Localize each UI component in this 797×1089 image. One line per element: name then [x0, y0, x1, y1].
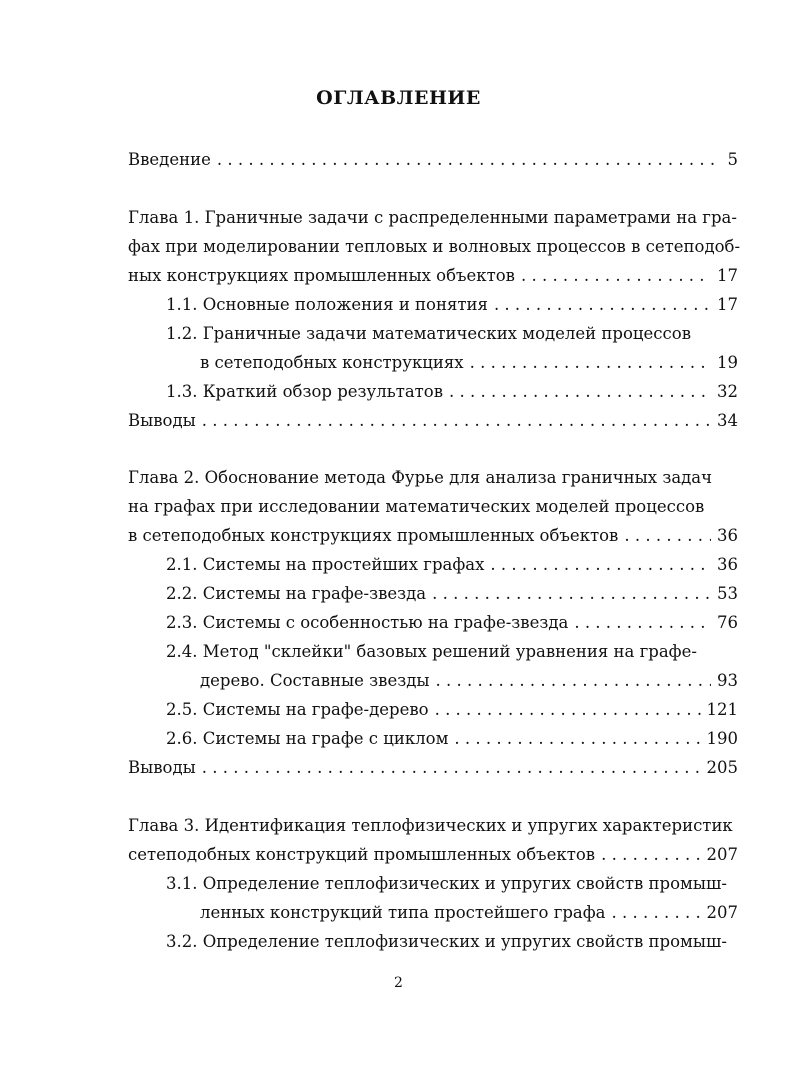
section-number: 2.5.	[166, 700, 198, 719]
toc-page-number: 76	[717, 613, 738, 632]
leader-dots	[454, 729, 700, 749]
toc-entry-label: Выводы	[128, 758, 196, 777]
toc-entry-section-2-4-line-1[interactable]	[166, 642, 697, 662]
toc-entry-label	[166, 555, 484, 575]
leader-dots	[436, 671, 711, 691]
toc-page-number: 32	[717, 382, 738, 401]
toc-entry-section-1-2[interactable]	[200, 353, 738, 373]
chapter-2-title-line-3: в сетеподобных конструкциях промышленных объектов	[128, 526, 619, 545]
toc-entry-label	[166, 295, 488, 315]
section-title: Системы на простейших графах	[202, 555, 485, 574]
section-number: 2.1.	[166, 555, 198, 574]
section-number: 2.2.	[166, 584, 198, 603]
leader-dots	[601, 845, 700, 865]
chapter-2-title-line-1[interactable]: Глава 2. Обоснование метода Фурье для анализа граничных задач	[128, 468, 713, 487]
toc-entry-section-3-1[interactable]	[200, 903, 738, 923]
leader-dots	[217, 150, 722, 170]
toc-page-number: 207	[706, 845, 738, 864]
toc-entry-chapter-2-conclusions[interactable]	[128, 758, 738, 778]
toc-page-number: 207	[706, 903, 738, 922]
toc-page-number: 190	[706, 729, 738, 748]
leader-dots	[521, 266, 711, 286]
leader-dots	[202, 758, 701, 778]
toc-page-number: 36	[717, 555, 738, 574]
section-number: 2.6.	[166, 729, 198, 748]
toc-entry-chapter-1[interactable]	[128, 266, 738, 286]
toc-entry-chapter-1-conclusions[interactable]	[128, 411, 738, 431]
leader-dots	[470, 353, 711, 373]
section-title: Системы на графе-звезда	[202, 584, 427, 603]
leader-dots	[574, 613, 711, 633]
toc-entry-section-2-4[interactable]	[200, 671, 738, 691]
toc-entry-label	[166, 382, 443, 402]
page-title: ОГЛАВЛЕНИЕ	[316, 87, 481, 109]
section-title: Основные положения и понятия	[202, 295, 488, 314]
toc-entry-label	[166, 700, 429, 720]
section-number: 3.1.	[166, 874, 198, 893]
toc-entry-label	[166, 729, 448, 749]
section-title: Краткий обзор результатов	[202, 382, 444, 401]
toc-entry-label	[166, 584, 426, 604]
section-number: 2.3.	[166, 613, 198, 632]
section-title-continued: дерево. Составные звезды	[200, 671, 430, 690]
toc-entry-chapter-2[interactable]	[128, 526, 738, 546]
toc-entry-section-2-5[interactable]	[166, 700, 738, 720]
toc-entry-section-2-6[interactable]	[166, 729, 738, 749]
toc-entry-section-3-1-line-1[interactable]	[166, 874, 727, 894]
chapter-1-title-line-3: ных конструкциях промышленных объектов	[128, 266, 515, 285]
toc-page-number: 34	[717, 411, 738, 430]
chapter-3-title-line-1[interactable]: Глава 3. Идентификация теплофизических и упругих характеристик	[128, 816, 733, 835]
page-number: 2	[394, 975, 403, 991]
section-title: Системы на графе с циклом	[202, 729, 449, 748]
section-title: Определение теплофизических и упругих свойств промыш-	[202, 874, 727, 893]
leader-dots	[624, 526, 711, 546]
toc-entry-section-1-1[interactable]	[166, 295, 738, 315]
section-number: 3.2.	[166, 932, 198, 951]
section-number: 2.4.	[166, 642, 198, 661]
leader-dots	[202, 411, 711, 431]
chapter-1-title-line-1[interactable]: Глава 1. Граничные задачи с распределенными параметрами на гра-	[128, 208, 737, 227]
chapter-2-title-line-2[interactable]: на графах при исследовании математических моделей процессов	[128, 497, 705, 516]
toc-entry-section-2-3[interactable]	[166, 613, 738, 633]
toc-entry-label	[166, 613, 568, 633]
toc-entry-intro[interactable]	[128, 150, 738, 170]
section-title-continued: ленных конструкций типа простейшего графа	[200, 903, 606, 922]
toc-entry-section-2-2[interactable]	[166, 584, 738, 604]
toc-page-number: 17	[717, 266, 738, 285]
section-title: Системы с особенностью на графе-звезда	[202, 613, 569, 632]
section-number: 1.2.	[166, 324, 198, 343]
toc-page-number: 205	[706, 758, 738, 777]
toc-page-number: 36	[717, 526, 738, 545]
toc-page-number: 53	[717, 584, 738, 603]
section-title: Граничные задачи математических моделей процессов	[202, 324, 691, 343]
section-title: Метод "склейки" базовых решений уравнения на графе-	[202, 642, 697, 661]
toc-entry-section-2-1[interactable]	[166, 555, 738, 575]
toc-page-number: 5	[727, 150, 738, 169]
leader-dots	[612, 903, 701, 923]
section-title: Определение теплофизических и упругих свойств промыш-	[202, 932, 727, 951]
leader-dots	[432, 584, 711, 604]
leader-dots	[494, 295, 711, 315]
toc-page-number: 121	[706, 700, 738, 719]
toc-entry-chapter-3[interactable]	[128, 845, 738, 865]
section-number: 1.3.	[166, 382, 198, 401]
leader-dots	[449, 382, 711, 402]
toc-entry-section-3-2-line-1[interactable]	[166, 932, 727, 952]
toc-page-number: 17	[717, 295, 738, 314]
toc-entry-label: Выводы	[128, 411, 196, 430]
toc-entry-section-1-2-line-1[interactable]	[166, 324, 691, 344]
section-number: 1.1.	[166, 295, 198, 314]
chapter-3-title-line-2: сетеподобных конструкций промышленных объектов	[128, 845, 596, 864]
section-title-continued: в сетеподобных конструкциях	[200, 353, 464, 372]
leader-dots	[490, 555, 711, 575]
section-title: Системы на графе-дерево	[202, 700, 429, 719]
toc-page-number: 19	[717, 353, 738, 372]
chapter-1-title-line-2[interactable]: фах при моделировании тепловых и волновых процессов в сетеподоб-	[128, 237, 741, 256]
leader-dots	[435, 700, 701, 720]
toc-entry-label: Введение	[128, 150, 211, 169]
toc-entry-section-1-3[interactable]	[166, 382, 738, 402]
toc-page-number: 93	[717, 671, 738, 690]
